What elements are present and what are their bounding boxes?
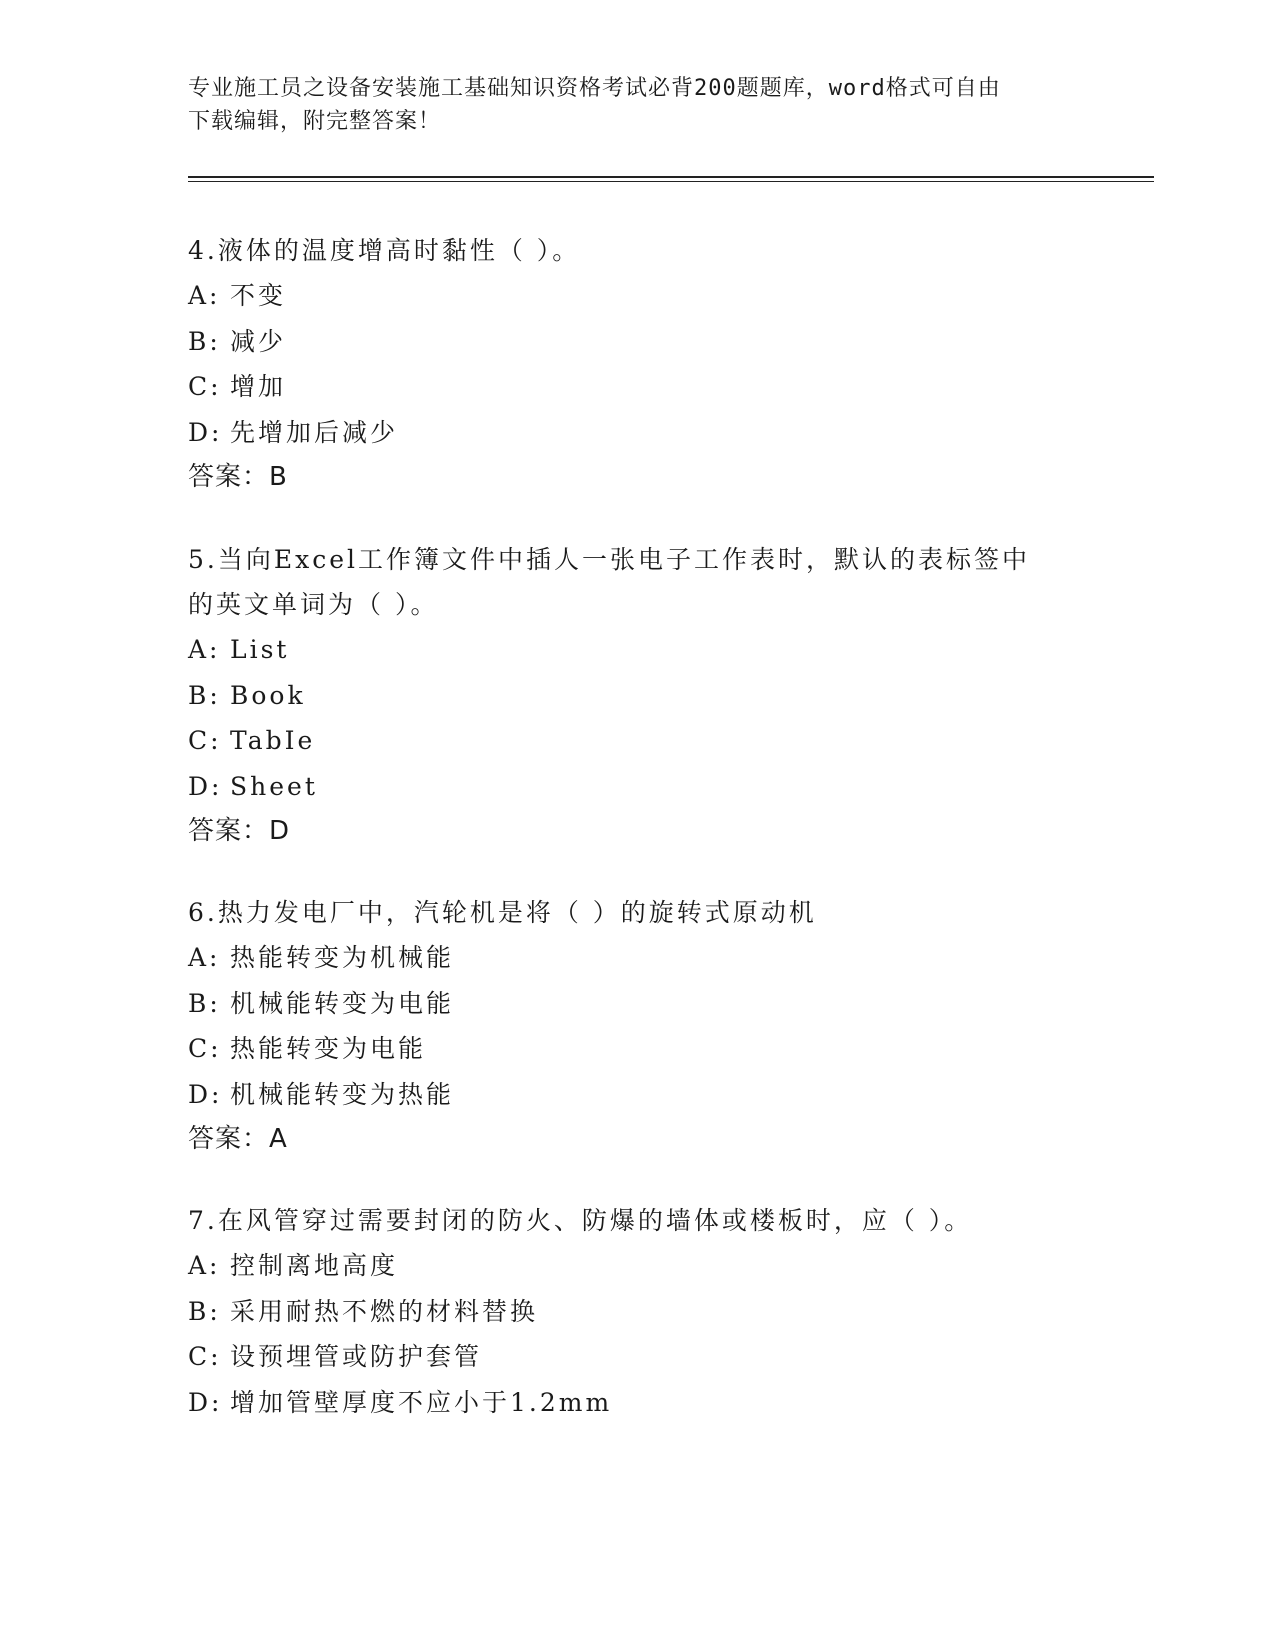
header-divider-thick bbox=[188, 176, 1154, 178]
option-text: 增加管壁厚度不应小于1.2mm bbox=[230, 1387, 613, 1417]
option-text: 先增加后减少 bbox=[230, 417, 399, 447]
option-c bbox=[188, 1334, 1068, 1380]
header-line-1: 专业施工员之设备安装施工基础知识资格考试必背200题题库，word格式可自由 bbox=[188, 76, 1001, 101]
option-letter: C: bbox=[188, 726, 222, 755]
option-text: TabIe bbox=[230, 726, 316, 755]
option-letter: A: bbox=[188, 943, 221, 972]
question-stem-line-2: 的英文单词为（ ）。 bbox=[188, 590, 439, 619]
option-letter: C: bbox=[188, 1034, 222, 1063]
option-a bbox=[188, 935, 1068, 981]
option-letter: A: bbox=[188, 635, 221, 664]
option-text: 采用耐热不燃的材料替换 bbox=[230, 1296, 539, 1326]
answer-key: 答案：D bbox=[188, 816, 291, 846]
option-letter: D: bbox=[188, 771, 223, 801]
question-5 bbox=[188, 537, 1068, 854]
question-6 bbox=[188, 890, 1068, 1162]
option-text: List bbox=[230, 635, 290, 664]
option-b bbox=[188, 673, 1068, 719]
option-b bbox=[188, 1289, 1068, 1335]
option-d bbox=[188, 410, 1068, 456]
option-text: 控制离地高度 bbox=[230, 1251, 399, 1280]
question-stem: 6.热力发电厂中，汽轮机是将（ ）的旋转式原动机 bbox=[188, 898, 817, 927]
option-c bbox=[188, 1026, 1068, 1072]
option-letter: C: bbox=[188, 372, 222, 401]
option-d bbox=[188, 764, 1068, 810]
option-c bbox=[188, 364, 1068, 410]
option-letter: C: bbox=[188, 1342, 222, 1371]
answer-key: 答案：B bbox=[188, 462, 288, 492]
option-a bbox=[188, 273, 1068, 319]
option-letter: A: bbox=[188, 1251, 221, 1280]
option-a bbox=[188, 1243, 1068, 1289]
option-a bbox=[188, 627, 1068, 673]
option-letter: D: bbox=[188, 1387, 223, 1417]
option-d bbox=[188, 1072, 1068, 1118]
question-stem-line-1: 5.当向Excel工作簿文件中插人一张电子工作表时，默认的表标签中 bbox=[188, 545, 1030, 574]
option-d bbox=[188, 1380, 1068, 1426]
option-text: 增加 bbox=[230, 372, 287, 401]
question-stem: 7.在风管穿过需要封闭的防火、防爆的墙体或楼板时，应（ ）。 bbox=[188, 1206, 973, 1235]
question-stem: 4.液体的温度增高时黏性（ ）。 bbox=[188, 236, 581, 265]
option-letter: B: bbox=[188, 326, 221, 356]
option-b bbox=[188, 981, 1068, 1027]
question-4 bbox=[188, 228, 1068, 500]
option-text: Book bbox=[230, 680, 306, 710]
option-letter: D: bbox=[188, 417, 223, 447]
option-text: 不变 bbox=[230, 281, 287, 310]
option-letter: B: bbox=[188, 1296, 221, 1326]
question-7 bbox=[188, 1198, 1068, 1425]
option-letter: A: bbox=[188, 281, 221, 310]
option-text: 热能转变为机械能 bbox=[230, 943, 455, 972]
option-letter: B: bbox=[188, 680, 221, 710]
option-text: Sheet bbox=[230, 771, 318, 801]
header-line-2: 下载编辑，附完整答案！ bbox=[188, 109, 442, 134]
option-letter: D: bbox=[188, 1079, 223, 1109]
option-text: 热能转变为电能 bbox=[230, 1034, 427, 1063]
option-text: 设预埋管或防护套管 bbox=[230, 1342, 483, 1371]
option-text: 减少 bbox=[230, 326, 287, 356]
option-c bbox=[188, 718, 1068, 764]
option-text: 机械能转变为热能 bbox=[230, 1079, 455, 1109]
answer-key: 答案：A bbox=[188, 1124, 288, 1154]
option-text: 机械能转变为电能 bbox=[230, 988, 455, 1018]
option-b bbox=[188, 319, 1068, 365]
document-header bbox=[188, 72, 1088, 138]
header-divider-thin bbox=[188, 181, 1154, 182]
option-letter: B: bbox=[188, 988, 221, 1018]
